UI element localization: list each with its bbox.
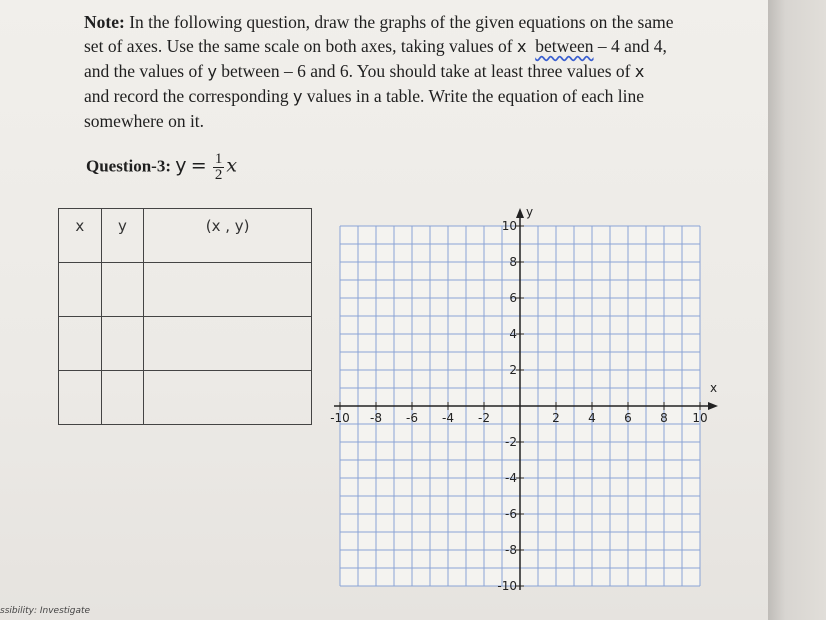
y-tick-label: 8: [509, 255, 517, 269]
header-xy: (x , y): [144, 209, 312, 263]
spellcheck-word[interactable]: between: [535, 36, 594, 56]
table-cell[interactable]: [101, 317, 144, 371]
x-tick-label: -8: [370, 411, 382, 425]
x-tick-label: 8: [660, 411, 668, 425]
values-table: [58, 208, 312, 425]
y-axis-arrow: [516, 208, 524, 218]
note-label: Note:: [84, 12, 125, 32]
y-tick-label: 10: [501, 219, 517, 233]
question-equation: Question-3: y = $\frac{1}{2}$ x: [86, 151, 238, 183]
y-tick-label: 6: [509, 291, 517, 305]
header-y: y: [101, 209, 144, 263]
table-row: [59, 263, 312, 317]
fraction: $\frac{1}{2}$: [214, 151, 223, 183]
table-cell[interactable]: [144, 263, 312, 317]
x-tick-label: 10: [692, 411, 708, 425]
y-tick-label: -6: [505, 507, 517, 521]
x-tick-label: -10: [330, 411, 350, 425]
x-axis-arrow: [708, 402, 718, 410]
question-label: Question-3:: [86, 156, 171, 176]
y-tick-label: 2: [509, 363, 517, 377]
coordinate-grid[interactable]: [330, 190, 750, 590]
header-x: x: [59, 209, 102, 263]
x-tick-label: -2: [478, 411, 490, 425]
y-axis-label: y: [526, 205, 534, 219]
y-tick-label: -8: [505, 543, 517, 557]
table-row: [59, 317, 312, 371]
table-cell[interactable]: [144, 317, 312, 371]
x-tick-label: 6: [624, 411, 632, 425]
table-cell[interactable]: [59, 371, 102, 425]
table-cell[interactable]: [101, 263, 144, 317]
x-tick-label: -4: [442, 411, 454, 425]
x-tick-label: 4: [588, 411, 596, 425]
footer-text: ssibility: Investigate: [0, 606, 91, 616]
table-cell[interactable]: [101, 371, 144, 425]
y-tick-label: 4: [509, 327, 517, 341]
note-paragraph: Note: In the following question, draw the graphs of the given equations on the same set of axes. Use the same scale on both axes, taking values of x between – 4 and 4, and the values of y between – 6 and 6. You should take at least three values of x and record the corresponding y values in a table. Write the equation of each line somewhere on it.: [84, 12, 674, 131]
table-cell[interactable]: [59, 317, 102, 371]
y-tick-label: -4: [505, 471, 517, 485]
y-tick-label: -10: [497, 579, 517, 590]
x-tick-label: -6: [406, 411, 418, 425]
y-tick-label: -2: [505, 435, 517, 449]
x-axis-label: x: [710, 381, 718, 395]
table-cell[interactable]: [144, 371, 312, 425]
table-header-row: [59, 209, 312, 263]
x-tick-label: 2: [552, 411, 560, 425]
table-row: [59, 371, 312, 425]
table-cell[interactable]: [59, 263, 102, 317]
screen-edge: [768, 0, 826, 620]
